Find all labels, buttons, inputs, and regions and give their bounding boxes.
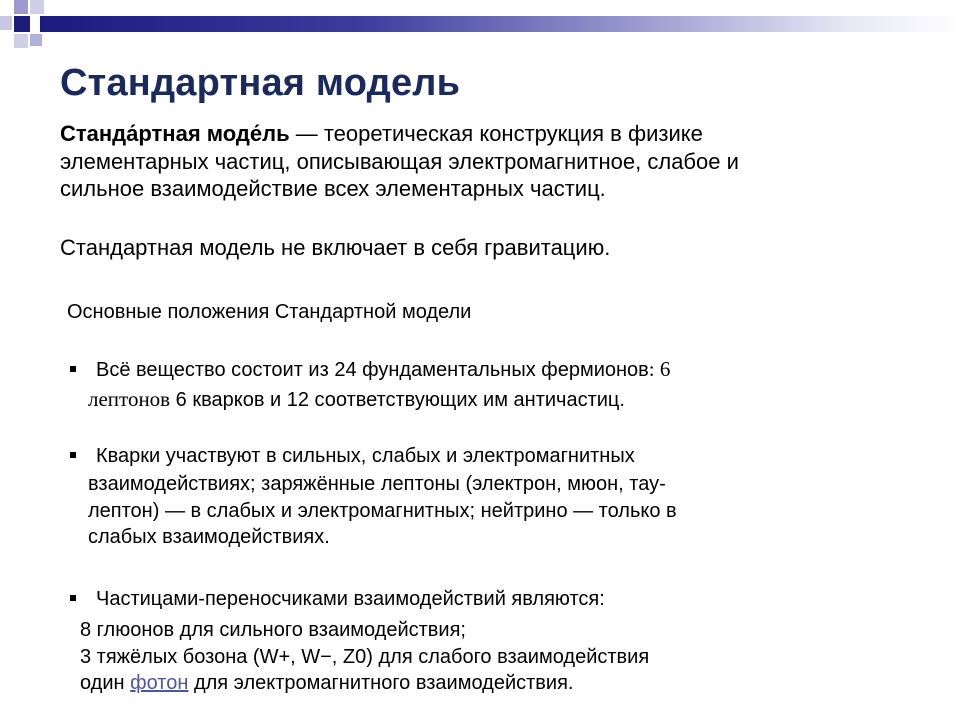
decor-square (14, 0, 28, 14)
decor-square (14, 34, 28, 48)
intro-paragraph (60, 120, 940, 203)
list-item-continuation (88, 386, 625, 414)
bullet2-line1: Кварки участвуют в сильных, слабых и электромагнитных (96, 445, 635, 467)
bullet3-line4-lead: один (80, 672, 131, 694)
slide-title: Стандартная модель (60, 62, 461, 104)
list-item-continuation (88, 471, 677, 551)
term-bold: Станда́ртная моде́ль (60, 121, 290, 146)
list-item (96, 586, 605, 613)
bullet1-line2-lead: лептонов (88, 387, 171, 411)
intro-line2: элементарных частиц, описывающая электромагнитное, слабое и (60, 148, 739, 174)
list-item (96, 356, 670, 384)
bullet2-line2: взаимодействиях; заряжённые лептоны (электрон, мюон, тау- (88, 473, 666, 495)
list-item (96, 443, 635, 470)
photon-link[interactable]: фотон (130, 672, 189, 694)
intro-line3: сильное взаимодействие всех элементарных частиц. (60, 176, 606, 201)
bullet-marker (70, 452, 76, 458)
bullet-marker (70, 366, 76, 372)
list-item-continuation (80, 617, 649, 697)
section-heading: Основные положения Стандартной модели (67, 301, 472, 323)
bullet3-line3: 3 тяжёлых бозона (W+, W−, Z0) для слабого взаимодействия (80, 645, 650, 668)
bullet3-line1: Частицами-переносчиками взаимодействий являются: (96, 588, 605, 610)
bullet3-line4-rest: для электромагнитного взаимодействия. (188, 672, 574, 694)
decor-square (30, 0, 44, 14)
bullet3-line2: 8 глюонов для сильного взаимодействия; (80, 619, 466, 641)
bullet1-line2-rest: 6 кварков и 12 соответствующих им античастиц. (170, 389, 625, 411)
intro-line1: — теоретическая конструкция в физике (289, 121, 703, 146)
decor-square (0, 16, 12, 30)
decor-square (30, 34, 42, 46)
bullet-marker (70, 595, 76, 601)
header-band (40, 16, 960, 32)
gravity-note: Стандартная модель не включает в себя гравитацию. (60, 235, 611, 260)
bullet1-line1: Всё вещество состоит из 24 фундаментальных фермионов (96, 359, 649, 381)
bullet1-line1-tail: : 6 (648, 357, 671, 381)
bullet2-line3: лептон) — в слабых и электромагнитных; нейтрино — только в (88, 499, 677, 522)
decor-square (14, 16, 30, 32)
bullet2-line4: слабых взаимодействиях. (88, 526, 330, 548)
